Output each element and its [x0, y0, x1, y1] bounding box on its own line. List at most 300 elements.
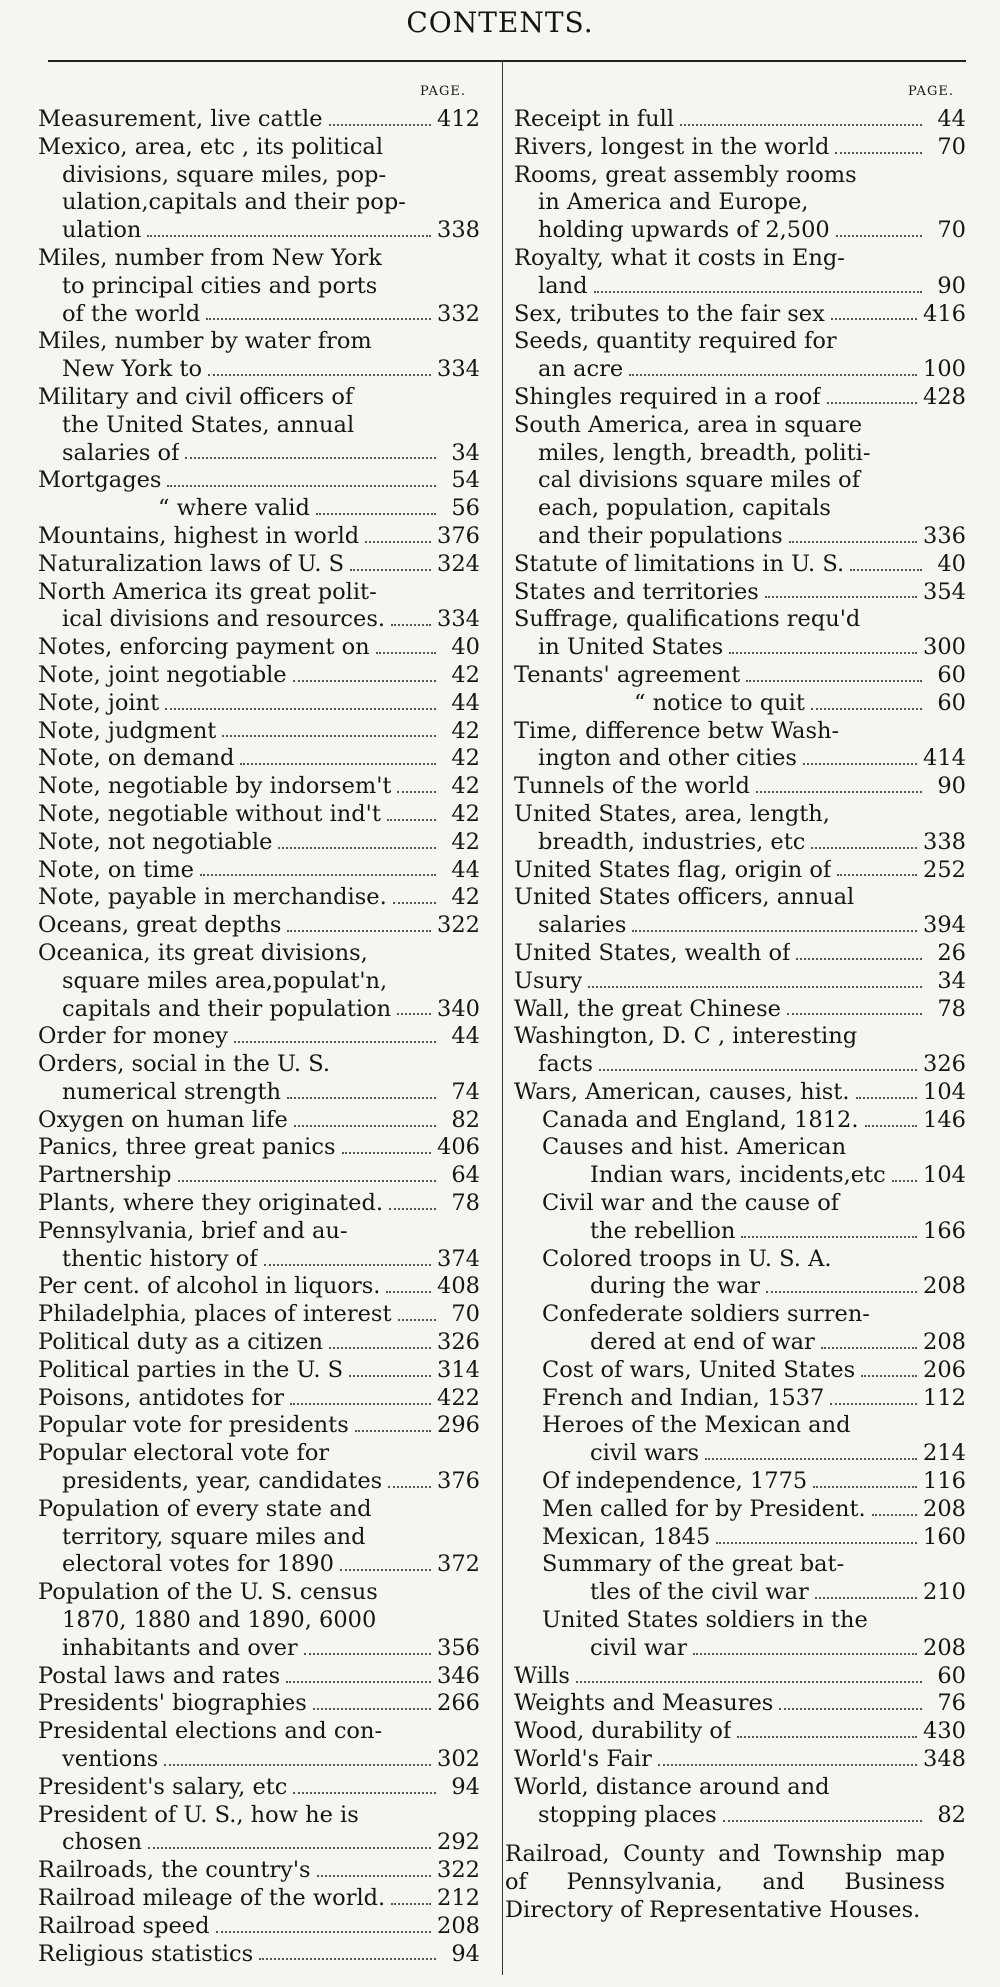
toc-entry-text: Panics, three great panics	[38, 1134, 336, 1161]
dot-leader	[830, 1403, 917, 1405]
toc-entry	[38, 801, 480, 829]
toc-entry	[38, 1301, 480, 1329]
toc-entry-text: each, population, capitals	[538, 495, 831, 522]
toc-entry-text: Presidental elections and con-	[38, 1718, 383, 1745]
toc-entry-line	[38, 801, 480, 829]
toc-entry-line	[514, 857, 966, 885]
toc-entry-line	[38, 1857, 480, 1885]
dot-leader	[811, 708, 922, 710]
toc-entry	[514, 1134, 966, 1190]
toc-entry-line	[38, 1913, 480, 1941]
dot-leader	[737, 1736, 917, 1738]
toc-entry-line	[514, 1746, 966, 1774]
toc-page-number: 422	[437, 1384, 480, 1411]
toc-entry	[38, 1496, 480, 1579]
toc-entry	[514, 1663, 966, 1691]
toc-entry-line	[514, 662, 966, 690]
toc-entry	[38, 1579, 480, 1662]
toc-page-number: 90	[937, 272, 966, 299]
toc-page-number: 210	[923, 1579, 966, 1606]
toc-entry	[38, 1051, 480, 1107]
toc-entry-text: North America its great polit-	[38, 578, 377, 605]
toc-page-number: 60	[937, 661, 966, 688]
toc-entry-text: Indian wars, incidents,etc	[590, 1162, 886, 1189]
toc-entry-text: Mortgages	[38, 467, 162, 494]
toc-entry-text: cal divisions square miles of	[538, 467, 861, 494]
dot-leader	[391, 624, 431, 626]
toc-entry-text: Mexico, area, etc , its political	[38, 133, 384, 160]
toc-entry-line	[38, 829, 480, 857]
toc-entry-text: Sex, tributes to the fair sex	[514, 300, 825, 327]
toc-entry-line	[514, 940, 966, 968]
toc-entry-text: salaries of	[62, 439, 180, 466]
dot-leader	[148, 1847, 431, 1849]
toc-entry-line	[38, 606, 480, 634]
toc-entry-line	[514, 1079, 966, 1107]
toc-page-number: 94	[451, 1940, 480, 1967]
toc-page-number: 206	[923, 1356, 966, 1383]
toc-entry-text: United States officers, annual	[514, 884, 855, 911]
toc-entry-line	[38, 106, 480, 134]
toc-page-number: 42	[451, 717, 480, 744]
toc-entry-text: Weights and Measures	[514, 1690, 774, 1717]
toc-page-number: 42	[451, 661, 480, 688]
toc-entry-line	[542, 1440, 966, 1468]
toc-entry-text: Railroad speed	[38, 1912, 210, 1939]
toc-entry-text: the rebellion	[590, 1217, 736, 1244]
dot-leader	[705, 1458, 917, 1460]
dot-leader	[316, 513, 436, 515]
toc-entry-text: Note, negotiable without ind't	[38, 800, 381, 827]
toc-page-number: 300	[923, 634, 966, 661]
toc-entry-line	[514, 1802, 966, 1830]
toc-entry	[514, 1412, 966, 1468]
toc-page-number: 54	[451, 467, 480, 494]
dot-leader	[892, 1180, 917, 1182]
toc-entry-text: Miles, number by water from	[38, 328, 372, 355]
toc-entry-line	[542, 1273, 966, 1301]
toc-entry-line	[38, 356, 480, 384]
toc-entry-line	[38, 912, 480, 940]
toc-entry-line	[38, 1329, 480, 1357]
toc-entry-line	[38, 1273, 480, 1301]
toc-entry-line	[38, 1385, 480, 1413]
toc-entry-text: inhabitants and over	[62, 1634, 298, 1661]
toc-entry-line	[514, 829, 966, 857]
toc-entry-line	[542, 1524, 966, 1552]
toc-page-number: 208	[923, 1273, 966, 1300]
toc-entry-text: Note, on demand	[38, 745, 235, 772]
toc-entry	[514, 1301, 966, 1357]
toc-page-number: 346	[437, 1662, 480, 1689]
toc-entry	[38, 1190, 480, 1218]
toc-entry-line	[542, 1329, 966, 1357]
toc-entry-text: ventions	[62, 1746, 159, 1773]
toc-entry-line	[38, 1134, 480, 1162]
toc-entry-text: Heroes of the Mexican and	[542, 1412, 851, 1439]
toc-entry-text: Political duty as a citizen	[38, 1329, 323, 1356]
toc-entry-text: Of independence, 1775	[542, 1468, 808, 1495]
toc-entry-text: square miles area,populat'n,	[62, 967, 388, 994]
toc-entry-text: United States, wealth of	[514, 939, 791, 966]
toc-entry	[38, 1690, 480, 1718]
toc-entry	[514, 162, 966, 245]
toc-entry	[514, 1385, 966, 1413]
toc-entry	[38, 773, 480, 801]
toc-page-number: 326	[923, 1051, 966, 1078]
toc-page-number: 70	[451, 1301, 480, 1328]
footer-note: Railroad, County and Township map of Pennsylvania, and Business Directory of Representative Houses.	[505, 1841, 945, 1923]
dot-leader	[167, 485, 436, 487]
toc-entry	[514, 106, 966, 134]
toc-entry-line	[542, 1579, 966, 1607]
toc-entry	[38, 1802, 480, 1858]
toc-page-number: 292	[437, 1829, 480, 1856]
toc-entry	[38, 1357, 480, 1385]
toc-entry-text: United States soldiers in the	[542, 1607, 868, 1634]
toc-entry	[514, 1774, 966, 1830]
dot-leader	[835, 152, 922, 154]
dot-leader	[216, 1931, 432, 1933]
toc-entry	[38, 1273, 480, 1301]
toc-entry-line	[38, 1885, 480, 1913]
left-column	[38, 106, 480, 1968]
toc-entry-line	[38, 1079, 480, 1107]
toc-entry-line	[38, 690, 480, 718]
toc-page-number: 78	[937, 995, 966, 1022]
dot-leader	[803, 763, 917, 765]
dot-leader	[240, 763, 436, 765]
toc-entry	[514, 801, 966, 857]
toc-entry-text: dered at end of war	[590, 1329, 815, 1356]
toc-entry-text: United States flag, origin of	[514, 856, 832, 883]
toc-page-number: 100	[923, 356, 966, 383]
toc-page-number: 90	[937, 773, 966, 800]
toc-page-number: 322	[437, 912, 480, 939]
dot-leader	[680, 124, 922, 126]
toc-page-number: 208	[923, 1495, 966, 1522]
toc-entry	[38, 1218, 480, 1274]
dot-leader	[850, 569, 922, 571]
toc-page-number: 42	[451, 773, 480, 800]
dot-leader	[206, 318, 431, 320]
toc-page-number: 112	[923, 1384, 966, 1411]
page-title: CONTENTS.	[406, 6, 594, 39]
toc-entry-text: Oxygen on human life	[38, 1106, 288, 1133]
toc-entry	[514, 1746, 966, 1774]
toc-entry	[514, 1023, 966, 1079]
toc-page-number: 74	[451, 1078, 480, 1105]
toc-entry	[38, 467, 480, 495]
toc-entry-line	[542, 1162, 966, 1190]
toc-entry	[38, 245, 480, 328]
toc-entry-line	[514, 912, 966, 940]
toc-page-number: 340	[437, 995, 480, 1022]
toc-page-number: 334	[437, 356, 480, 383]
dot-leader	[746, 680, 922, 682]
toc-entry	[38, 384, 480, 467]
toc-entry-text: French and Indian, 1537	[542, 1384, 825, 1411]
toc-entry-line	[514, 384, 966, 412]
toc-page-number: 252	[923, 856, 966, 883]
toc-page-number: 70	[937, 133, 966, 160]
toc-entry-line	[38, 440, 480, 468]
toc-entry-text: “ notice to quit	[634, 689, 805, 716]
toc-entry-text: Shingles required in a roof	[514, 383, 821, 410]
toc-page-number: 214	[923, 1440, 966, 1467]
toc-entry-text: Partnership	[38, 1162, 172, 1189]
toc-entry-text: Suffrage, qualifications requ'd	[514, 606, 861, 633]
toc-entry-text: Popular vote for presidents	[38, 1412, 349, 1439]
toc-entry-line	[514, 773, 966, 801]
toc-page-number: 34	[451, 439, 480, 466]
dot-leader	[286, 1681, 431, 1683]
dot-leader	[259, 1958, 436, 1960]
dot-leader	[376, 652, 436, 654]
dot-leader	[723, 1820, 922, 1822]
toc-entry-line	[542, 1635, 966, 1663]
toc-page-number: 70	[937, 217, 966, 244]
toc-entry-text: Wars, American, causes, hist.	[514, 1078, 850, 1105]
toc-page-number: 296	[437, 1412, 480, 1439]
toc-entry-text: facts	[538, 1051, 593, 1078]
toc-entry-line	[514, 579, 966, 607]
toc-entry-line	[38, 467, 480, 495]
toc-page-number: 430	[923, 1718, 966, 1745]
dot-leader	[342, 1152, 432, 1154]
toc-page-number: 94	[451, 1773, 480, 1800]
toc-entry	[38, 1885, 480, 1913]
toc-entry-line	[514, 1690, 966, 1718]
toc-page-number: 338	[437, 217, 480, 244]
dot-leader	[222, 735, 436, 737]
toc-entry	[514, 134, 966, 162]
dot-leader	[716, 1542, 917, 1544]
toc-entry	[38, 328, 480, 384]
toc-page-number: 104	[923, 1162, 966, 1189]
toc-entry	[38, 662, 480, 690]
toc-page-number: 338	[923, 828, 966, 855]
toc-entry-text: Wills	[514, 1662, 570, 1689]
toc-entry	[38, 884, 480, 912]
toc-page-number: 82	[937, 1801, 966, 1828]
toc-page-number: 322	[437, 1857, 480, 1884]
dot-leader	[340, 1569, 431, 1571]
toc-entry-text: Mountains, highest in world	[38, 522, 360, 549]
left-page-header: PAGE.	[420, 84, 466, 99]
toc-page-number: 78	[451, 1190, 480, 1217]
toc-entry	[38, 1857, 480, 1885]
toc-entry-line	[38, 1635, 480, 1663]
toc-page-number: 44	[451, 856, 480, 883]
dot-leader	[872, 1514, 917, 1516]
toc-entry-line	[514, 217, 966, 245]
toc-entry-line	[38, 1663, 480, 1691]
toc-entry-text: of the world	[62, 300, 201, 327]
toc-entry-text: Note, joint negotiable	[38, 661, 287, 688]
toc-entry	[514, 690, 966, 718]
toc-entry-text: Men called for by President.	[542, 1495, 866, 1522]
toc-entry-text: Philadelphia, places of interest	[38, 1301, 392, 1328]
dot-leader	[355, 1430, 431, 1432]
toc-entry	[514, 384, 966, 412]
toc-entry-line	[38, 773, 480, 801]
dot-leader	[588, 986, 922, 988]
toc-page-number: 208	[923, 1634, 966, 1661]
dot-leader	[815, 1597, 917, 1599]
dot-leader	[329, 1347, 431, 1349]
toc-entry-text: Note, on time	[38, 856, 194, 883]
toc-page-number: 44	[451, 1023, 480, 1050]
dot-leader	[787, 1013, 922, 1015]
toc-page-number: 302	[437, 1746, 480, 1773]
dot-leader	[290, 1403, 431, 1405]
toc-entry	[38, 134, 480, 245]
dot-leader	[329, 124, 432, 126]
dot-leader	[349, 1375, 431, 1377]
dot-leader	[391, 1903, 431, 1905]
toc-entry-text: during the war	[590, 1273, 761, 1300]
toc-entry-line	[514, 690, 966, 718]
header-rule	[48, 60, 966, 62]
toc-entry-text: ulation	[62, 217, 142, 244]
toc-page-number: 40	[937, 550, 966, 577]
toc-entry	[514, 857, 966, 885]
toc-entry-text: Confederate soldiers surren-	[542, 1301, 870, 1328]
toc-entry	[38, 1440, 480, 1496]
toc-entry-line	[38, 1107, 480, 1135]
dot-leader	[861, 1375, 917, 1377]
toc-entry	[38, 1385, 480, 1413]
toc-entry-line	[38, 1551, 480, 1579]
toc-entry-text: in United States	[538, 634, 724, 661]
toc-entry	[38, 1412, 480, 1440]
dot-leader	[576, 1681, 922, 1683]
toc-entry-line	[38, 1746, 480, 1774]
dot-leader	[200, 874, 436, 876]
toc-entry-line	[38, 217, 480, 245]
dot-leader	[147, 235, 431, 237]
toc-entry	[514, 1524, 966, 1552]
toc-entry-line	[514, 1663, 966, 1691]
toc-entry	[514, 1551, 966, 1607]
toc-entry-text: Postal laws and rates	[38, 1662, 281, 1689]
toc-entry-text: Pennsylvania, brief and au-	[38, 1217, 348, 1244]
toc-entry-line	[38, 1357, 480, 1385]
toc-entry	[514, 773, 966, 801]
toc-entry-line	[514, 273, 966, 301]
toc-entry-line	[514, 996, 966, 1024]
toc-entry-line	[542, 1468, 966, 1496]
toc-page-number: 42	[451, 800, 480, 827]
toc-entry-text: Order for money	[38, 1023, 229, 1050]
toc-entry-text: Note, not negotiable	[38, 828, 273, 855]
dot-leader	[779, 1708, 922, 1710]
toc-entry-line	[514, 356, 966, 384]
toc-entry-text: ington and other cities	[538, 745, 797, 772]
toc-page-number: 336	[923, 522, 966, 549]
toc-entry	[38, 829, 480, 857]
toc-entry	[514, 579, 966, 607]
toc-page-number: 104	[923, 1078, 966, 1105]
toc-entry-line	[38, 1774, 480, 1802]
toc-entry-line	[514, 551, 966, 579]
toc-entry-line	[38, 884, 480, 912]
toc-entry-text: Naturalization laws of U. S	[38, 550, 345, 577]
toc-entry-line	[542, 1357, 966, 1385]
toc-page-number: 208	[437, 1912, 480, 1939]
toc-entry	[38, 745, 480, 773]
toc-page-number: 334	[437, 606, 480, 633]
toc-entry-line	[514, 106, 966, 134]
dot-leader	[821, 1347, 917, 1349]
toc-entry-text: Population of every state and	[38, 1495, 372, 1522]
toc-entry-line	[38, 1412, 480, 1440]
toc-page-number: 416	[923, 300, 966, 327]
toc-entry-text: tles of the civil war	[590, 1579, 809, 1606]
toc-entry-line	[542, 1107, 966, 1135]
toc-entry-line	[38, 551, 480, 579]
toc-entry	[38, 690, 480, 718]
toc-entry	[514, 968, 966, 996]
toc-entry-line	[542, 1218, 966, 1246]
toc-page-number: 82	[451, 1106, 480, 1133]
dot-leader	[293, 1792, 436, 1794]
toc-entry-text: Civil war and the cause of	[542, 1190, 840, 1217]
dot-leader	[294, 1125, 436, 1127]
right-page-header: PAGE.	[908, 84, 954, 99]
toc-entry-text: land	[538, 272, 588, 299]
toc-entry-text: electoral votes for 1890	[62, 1551, 334, 1578]
toc-page-number: 406	[437, 1134, 480, 1161]
toc-entry	[38, 1023, 480, 1051]
dot-leader	[350, 569, 431, 571]
toc-page-number: 348	[923, 1746, 966, 1773]
toc-entry	[514, 1107, 966, 1135]
toc-entry-text: miles, length, breadth, politi-	[538, 439, 871, 466]
dot-leader	[632, 930, 917, 932]
toc-entry-line	[514, 968, 966, 996]
toc-entry-text: Summary of the great bat-	[542, 1551, 845, 1578]
toc-entry-text: Plants, where they originated.	[38, 1190, 384, 1217]
toc-entry-line	[514, 523, 966, 551]
toc-entry-text: President's salary, etc	[38, 1773, 288, 1800]
toc-entry-line	[514, 134, 966, 162]
toc-entry	[38, 1134, 480, 1162]
dot-leader	[729, 652, 917, 654]
toc-page-number: 42	[451, 884, 480, 911]
toc-entry	[38, 912, 480, 940]
toc-entry-text: World's Fair	[514, 1746, 652, 1773]
dot-leader	[386, 1291, 431, 1293]
toc-entry	[514, 551, 966, 579]
toc-page-number: 44	[937, 106, 966, 132]
toc-entry	[38, 1774, 480, 1802]
toc-entry-line	[38, 495, 480, 523]
toc-entry-text: New York to	[62, 356, 202, 383]
toc-entry-text: Receipt in full	[514, 106, 675, 132]
toc-entry-text: chosen	[62, 1829, 142, 1856]
toc-entry-text: Note, payable in merchandise.	[38, 884, 387, 911]
toc-page-number: 76	[937, 1690, 966, 1717]
toc-entry	[38, 857, 480, 885]
toc-entry-text: salaries	[538, 912, 627, 939]
toc-entry-text: civil war	[590, 1634, 688, 1661]
toc-page-number: 372	[437, 1551, 480, 1578]
toc-page-number: 354	[923, 578, 966, 605]
toc-entry-text: holding upwards of 2,500	[538, 217, 830, 244]
toc-entry-line	[542, 1496, 966, 1524]
